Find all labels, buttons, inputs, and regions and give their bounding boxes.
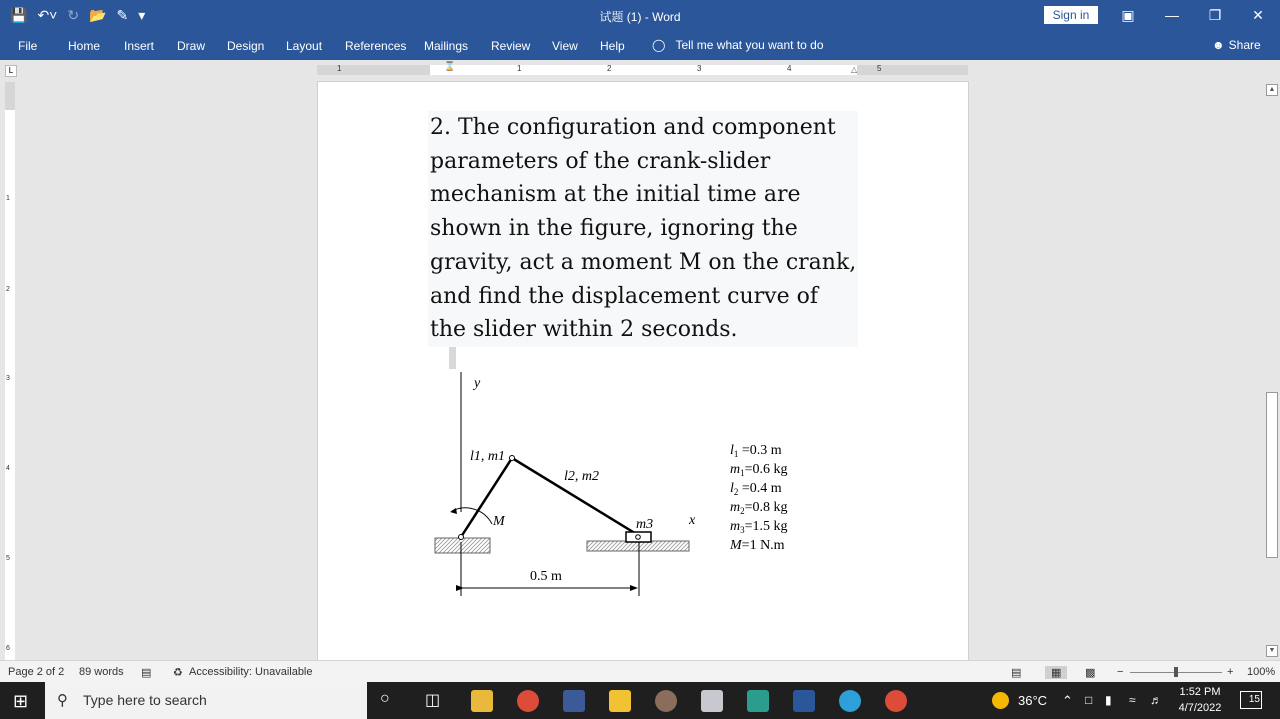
- ruler-number: 5: [6, 555, 10, 562]
- scroll-thumb[interactable]: [1266, 392, 1278, 558]
- customize-toolbar-icon[interactable]: ▾: [138, 7, 146, 23]
- status-bar: [0, 660, 1280, 682]
- clock-date: 4/7/2022: [1178, 702, 1222, 714]
- cortana-icon[interactable]: ○: [380, 690, 390, 707]
- ruler-number: 1: [517, 64, 522, 73]
- paragraph-line: shown in the figure, ignoring the: [430, 216, 798, 242]
- wifi-icon[interactable]: ≈: [1129, 693, 1136, 707]
- page-count[interactable]: Page 2 of 2: [8, 666, 65, 678]
- tab-home[interactable]: Home: [68, 39, 101, 53]
- media-player-icon[interactable]: [655, 690, 677, 712]
- tab-help[interactable]: Help: [600, 39, 625, 53]
- sign-in-button[interactable]: Sign in: [1044, 6, 1098, 24]
- tab-references[interactable]: References: [345, 39, 407, 53]
- clock[interactable]: [1170, 684, 1230, 716]
- horizontal-ruler[interactable]: [317, 61, 968, 75]
- scroll-up-arrow-icon[interactable]: ▲: [1266, 84, 1278, 96]
- temperature[interactable]: 36°C: [1018, 693, 1048, 708]
- ansys-icon[interactable]: [747, 690, 769, 712]
- notification-count: 15: [1248, 694, 1260, 705]
- ruler-number: 2: [6, 286, 10, 293]
- moment-arrowhead: [450, 508, 457, 514]
- ribbon-tabs: [0, 31, 1280, 60]
- tab-mailings[interactable]: Mailings: [424, 39, 469, 53]
- ribbon-display-options-icon[interactable]: ▣: [1121, 7, 1135, 23]
- weather-icon[interactable]: [992, 692, 1009, 709]
- tab-draw[interactable]: Draw: [177, 39, 206, 53]
- param-l2: $l_2 =0.4$ m: [730, 481, 782, 497]
- crank-label: l1, m1: [470, 449, 505, 464]
- person-icon: ☻: [1212, 38, 1225, 52]
- share-label: Share: [1228, 38, 1261, 52]
- vertical-scrollbar[interactable]: [1264, 82, 1280, 660]
- top-margin-region: [5, 82, 15, 110]
- slider-pin: [636, 535, 641, 540]
- paragraph-line: the slider within 2 seconds.: [430, 317, 738, 343]
- title-bar: [0, 0, 1280, 31]
- search-icon: ⚲: [57, 692, 68, 709]
- share-button[interactable]: [1212, 38, 1261, 52]
- zoom-slider-thumb[interactable]: [1174, 667, 1178, 677]
- save-icon[interactable]: 💾: [10, 7, 28, 23]
- devcpp-icon[interactable]: [563, 690, 585, 712]
- word-count[interactable]: 89 words: [79, 666, 124, 678]
- ruler-number: 1: [337, 64, 342, 73]
- indent-marker-icon[interactable]: ⌛: [444, 61, 456, 71]
- read-mode-icon[interactable]: ▤: [1011, 667, 1022, 679]
- tab-review[interactable]: Review: [491, 39, 531, 53]
- windows-start-icon[interactable]: ⊞: [13, 691, 29, 711]
- document-page[interactable]: [318, 82, 968, 660]
- ruler-number: 1: [6, 195, 10, 202]
- chrome-icon[interactable]: [517, 690, 539, 712]
- crank-slider-figure[interactable]: [430, 372, 820, 602]
- accessibility-icon: ♻: [173, 667, 183, 679]
- paragraph-line: parameters of the crank-slider: [430, 148, 771, 174]
- crank-joint: [510, 456, 515, 461]
- rod-label: l2, m2: [564, 469, 599, 484]
- right-indent-marker-icon[interactable]: △: [851, 65, 858, 74]
- tab-view[interactable]: View: [552, 39, 578, 53]
- document-title: 试题 (1) - Word: [599, 10, 681, 24]
- battery-icon[interactable]: ▮: [1105, 693, 1112, 707]
- file-explorer-icon[interactable]: [471, 690, 493, 712]
- vertical-ruler[interactable]: [5, 82, 15, 660]
- ground-pivot: [459, 535, 464, 540]
- ground-block-left: [435, 538, 490, 553]
- ruler-number: 4: [787, 64, 792, 73]
- ruler-number: 3: [697, 64, 702, 73]
- accessibility-status[interactable]: Accessibility: Unavailable: [189, 666, 313, 678]
- taskbar: [0, 682, 1280, 719]
- edge-icon[interactable]: [839, 690, 861, 712]
- scroll-down-arrow-icon[interactable]: ▼: [1266, 645, 1278, 657]
- web-layout-icon[interactable]: ▩: [1085, 667, 1096, 679]
- zoom-in-icon[interactable]: +: [1227, 666, 1234, 678]
- undo-icon[interactable]: ↶˅: [37, 7, 58, 23]
- tab-selector[interactable]: L: [5, 65, 17, 77]
- zoom-out-icon[interactable]: −: [1117, 666, 1124, 678]
- paragraph-line: mechanism at the initial time are: [430, 182, 801, 208]
- redo-icon[interactable]: ↻: [67, 7, 80, 23]
- print-layout-icon[interactable]: ▦: [1045, 666, 1067, 679]
- tray-chevron-icon[interactable]: ⌃: [1062, 693, 1073, 708]
- param-m3: $m_3=1.5$ kg: [730, 519, 788, 535]
- tab-file[interactable]: File: [18, 39, 38, 53]
- ruler-number: 4: [6, 465, 10, 472]
- ruler-number: 3: [6, 375, 10, 382]
- y-axis-label: y: [474, 376, 481, 391]
- task-view-icon[interactable]: ◫: [425, 692, 441, 709]
- tab-design[interactable]: Design: [227, 39, 265, 53]
- volume-icon[interactable]: ♬: [1150, 693, 1162, 707]
- param-moment: M=1 N.m: [730, 538, 785, 553]
- word-icon[interactable]: [793, 690, 815, 712]
- moment-label: M: [493, 514, 505, 529]
- right-margin-region: [857, 65, 968, 75]
- param-m1: $m_1=0.6$ kg: [730, 462, 788, 478]
- chrome-profile-icon[interactable]: [885, 690, 907, 712]
- param-l1: $l_1 =0.3$ m: [730, 443, 782, 459]
- x-axis-label: x: [689, 513, 696, 528]
- notifications-icon[interactable]: [1240, 691, 1262, 709]
- taskbar-search-box[interactable]: [45, 682, 367, 719]
- paragraph-line: and find the displacement curve of: [430, 283, 819, 309]
- empty-paragraph-mark[interactable]: [449, 347, 456, 369]
- tell-me-box[interactable]: [652, 38, 824, 52]
- close-button[interactable]: ✕: [1252, 7, 1264, 23]
- horizontal-ruler-area: [0, 60, 1280, 82]
- ruler-number: 6: [6, 645, 10, 652]
- tell-me-text: Tell me what you want to do: [675, 38, 824, 52]
- archicad-icon[interactable]: [609, 690, 631, 712]
- edit-icon[interactable]: ✎: [116, 7, 129, 23]
- dimension-label: 0.5 m: [530, 569, 562, 584]
- zoom-level[interactable]: 100%: [1247, 666, 1276, 678]
- tab-layout[interactable]: Layout: [286, 39, 323, 53]
- clock-time: 1:52 PM: [1179, 686, 1221, 698]
- slider-label: m3: [636, 517, 654, 532]
- lightbulb-icon: ◯: [652, 38, 666, 52]
- tab-insert[interactable]: Insert: [124, 39, 155, 53]
- proofing-icon[interactable]: ▤: [141, 667, 152, 679]
- meet-now-icon[interactable]: □: [1085, 693, 1093, 707]
- search-placeholder: Type here to search: [83, 692, 207, 708]
- param-m2: $m_2=0.8$ kg: [730, 500, 788, 516]
- paragraph-line: gravity, act a moment M on the crank,: [430, 249, 857, 275]
- left-margin-region: [317, 65, 430, 75]
- ruler-number: 2: [607, 64, 612, 73]
- parameter-list: [729, 443, 788, 553]
- notepad-icon[interactable]: [701, 690, 723, 712]
- restore-button[interactable]: ❐: [1208, 7, 1222, 23]
- open-folder-icon[interactable]: 📂: [89, 7, 107, 23]
- paragraph-line: 2. The configuration and component: [430, 115, 836, 140]
- minimize-button[interactable]: —: [1165, 7, 1179, 23]
- question-paragraph[interactable]: [428, 111, 858, 347]
- ruler-number: 5: [877, 64, 882, 73]
